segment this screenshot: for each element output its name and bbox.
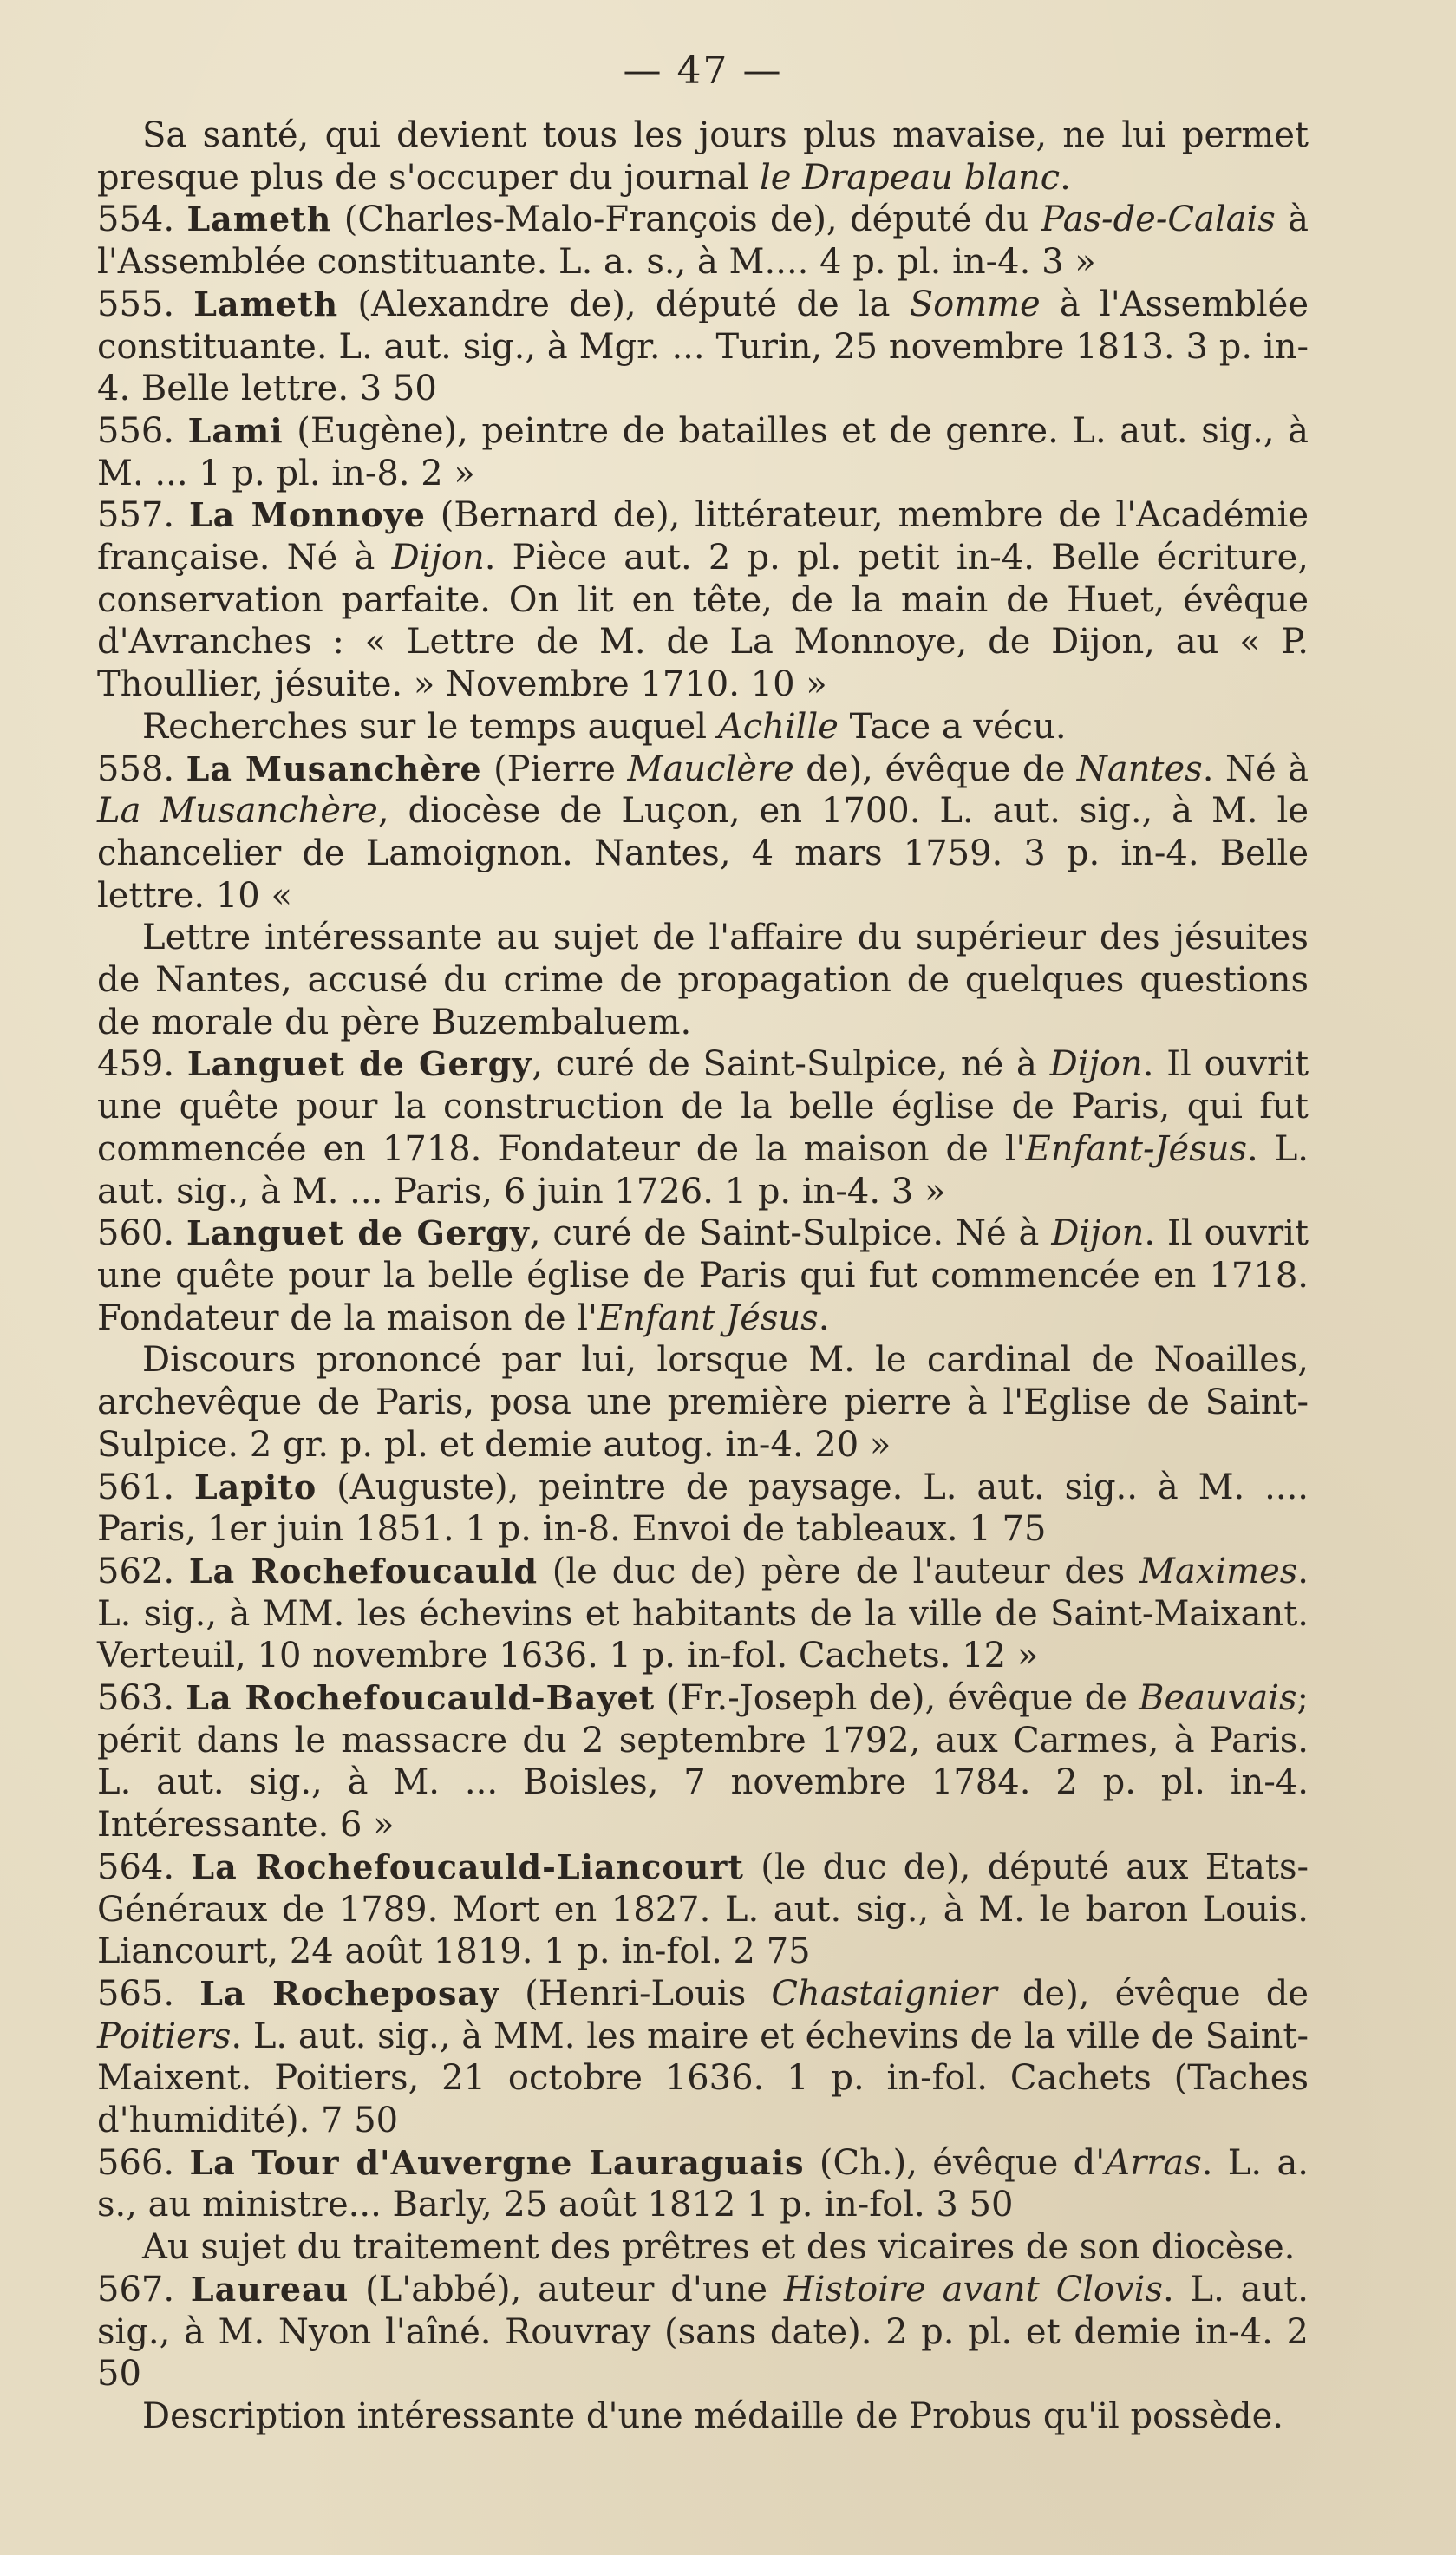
entry-name: La Rochefoucauld-Bayet [186, 1678, 656, 1718]
catalogue-entry [97, 1551, 1309, 1677]
entry-text: 560. [97, 1213, 186, 1254]
entry-text: 558. [97, 748, 186, 789]
catalogue-note [97, 1339, 1309, 1466]
entry-name: Lapito [193, 1467, 317, 1506]
entry-text: , curé de Saint-Sulpice. Né à [529, 1213, 1052, 1254]
entry-text: 564. [97, 1846, 192, 1887]
italic-text: Dijon [1049, 1044, 1143, 1085]
entry-text: . L. aut. sig., à M. ... Paris, 6 juin 1726. 1 p. in-4. 3 » [97, 1128, 1309, 1212]
catalogue-note [97, 917, 1309, 1043]
entry-text: (Bernard de), littérateur, membre de l'Académie française. Né à [97, 495, 1309, 578]
catalogue-entry [97, 410, 1309, 494]
entry-name: Laureau [190, 2269, 349, 2309]
catalogue-entry [97, 2269, 1309, 2395]
catalogue-entry [97, 1677, 1309, 1846]
italic-text: Maximes [1139, 1551, 1298, 1591]
entry-text: . Il ouvrit une quête pour la belle église de Paris qui fut commencée en 1718. Fondateur de la maison de l' [97, 1213, 1309, 1338]
catalogue-entry [97, 494, 1309, 706]
italic-text: Histoire avant Clovis [783, 2269, 1163, 2310]
catalogue-entry [97, 1973, 1309, 2142]
catalogue-entry [97, 1212, 1309, 1339]
entry-name: Lameth [186, 199, 332, 239]
entry-name: La Rochefoucauld-Liancourt [191, 1846, 744, 1886]
catalogue-entry [97, 1846, 1309, 1973]
entry-text: 556. [97, 410, 188, 451]
entry-text: . Né à [1202, 748, 1309, 789]
entry-text: à l'Assemblée constituante. L. aut. sig., à Mgr. ... Turin, 25 novembre 1813. 3 p. in-4. Belle lettre. 3 50 [97, 284, 1309, 409]
catalogue-entry [97, 1467, 1309, 1551]
catalogue-note [97, 2226, 1309, 2269]
page-number: — 47 — [623, 49, 783, 93]
catalogue-entry [97, 2142, 1309, 2226]
entry-text: (le duc de) père de l'auteur des [538, 1551, 1139, 1591]
entry-text: de), évêque de [996, 1973, 1309, 2014]
italic-text: Pas-de-Calais [1041, 199, 1276, 240]
entry-text: . L. aut. sig., à MM. les maire et échevins de la ville de Saint-Maixent. Poitiers, 21 octobre 1636. 1 p. in-fol. Cachets (Taches d'humidité). 7 50 [97, 2016, 1309, 2141]
entry-name: La Musanchère [186, 748, 482, 788]
italic-text: Enfant Jésus [597, 1297, 819, 1338]
italic-text: Enfant-Jésus [1025, 1128, 1248, 1169]
italic-text: Arras [1105, 2142, 1202, 2183]
entry-text: (Charles-Malo-François de), député du [331, 199, 1041, 240]
entry-text: (Henri-Louis [499, 1973, 772, 2014]
entry-text: . Il ouvrit une quête pour la construction de la belle église de Paris, qui fut commencée en 1718. Fondateur de la maison de l' [97, 1044, 1309, 1169]
italic-text: le Drapeau blanc [759, 157, 1061, 198]
entry-name: Lami [187, 410, 284, 450]
entry-text: 561. [97, 1467, 194, 1507]
entry-text: 554. [97, 199, 187, 240]
entry-text: (Pierre [481, 748, 628, 789]
entry-text: 562. [97, 1551, 189, 1591]
entry-text: . L. sig., à MM. les échevins et habitants de la ville de Saint-Maixant. Verteuil, 10 novembre 1636. 1 p. in-fol. Cachets. 12 » [97, 1551, 1309, 1676]
entry-text: . L. aut. sig., à M. Nyon l'aîné. Rouvray (sans date). 2 p. pl. et demie in-4. 2 50 [97, 2269, 1309, 2395]
entry-text: , curé de Saint-Sulpice, né à [532, 1044, 1050, 1085]
italic-text: Dijon [1051, 1213, 1145, 1254]
entry-text: (Eugène), peintre de batailles et de genre. L. aut. sig., à M. ... 1 p. pl. in-8. 2 » [97, 410, 1309, 493]
entry-text: à l'Assemblée constituante. L. a. s., à M.... 4 p. pl. in-4. 3 » [97, 199, 1309, 283]
catalogue-note [97, 2395, 1309, 2438]
entry-name: Lameth [193, 284, 339, 323]
entry-name: Languet de Gergy [186, 1044, 532, 1084]
entry-text: 557. [97, 495, 189, 536]
entry-text: Sa santé, qui devient tous les jours plus mavaise, ne lui permet presque plus de s'occuper du journal [97, 115, 1309, 198]
entry-text: (Auguste), peintre de paysage. L. aut. sig.. à M. .... Paris, 1er juin 1851. 1 p. in-8. Envoi de tableaux. 1 75 [97, 1467, 1309, 1550]
entry-text: (Alexandre de), député de la [338, 284, 910, 324]
entry-text: . [1060, 157, 1071, 198]
entry-text: , diocèse de Luçon, en 1700. L. aut. sig., à M. le chancelier de Lamoignon. Nantes, 4 mars 1759. 3 p. in-4. Belle lettre. 10 « [97, 791, 1309, 916]
entry-text: ; périt dans le massacre du 2 septembre 1792, aux Carmes, à Paris. L. aut. sig., à M. ... Boisles, 7 novembre 1784. 2 p. pl. in-4. Intéressante. 6 » [97, 1678, 1309, 1846]
entry-text: (Fr.-Joseph de), évêque de [655, 1678, 1139, 1719]
entry-text: (L'abbé), auteur d'une [349, 2269, 784, 2310]
entry-text: 566. [97, 2142, 190, 2183]
entry-text: (Ch.), évêque d' [804, 2142, 1106, 2183]
entry-text: . L. a. s., au ministre... Barly, 25 août 1812 1 p. in-fol. 3 50 [97, 2142, 1309, 2225]
entry-text: 555. [97, 284, 194, 324]
entry-text: (le duc de), député aux Etats-Généraux de 1789. Mort en 1827. L. aut. sig., à M. le baron Louis. Liancourt, 24 août 1819. 1 p. in-fol. 2 75 [97, 1846, 1309, 1972]
entry-text: 567. [97, 2269, 191, 2310]
italic-text: La Musanchère [97, 791, 378, 832]
entry-text: 565. [97, 1973, 200, 2014]
entry-text: Recherches sur le temps auquel [142, 706, 718, 747]
italic-text: Mauclère [627, 748, 794, 789]
italic-text: Achille [717, 706, 839, 747]
entry-name: La Monnoye [188, 495, 426, 535]
entry-text: 459. [97, 1044, 187, 1085]
entry-text: Discours prononcé par lui, lorsque M. le cardinal de Noailles, archevêque de Paris, posa une première pierre à l'Eglise de Saint-Sulpice. 2 gr. p. pl. et demie autog. in-4. 20 » [97, 1340, 1309, 1465]
catalogue-entry [97, 1043, 1309, 1212]
entry-text: Tace a vécu. [838, 706, 1067, 747]
italic-text: Chastaignier [771, 1973, 997, 2014]
entry-text: . Pièce aut. 2 p. pl. petit in-4. Belle écriture, conservation parfaite. On lit en tête, de la main de Huet, évêque d'Avranches : « Lettre de M. de La Monnoye, de Dijon, au « P. Thoullier, jésuite. » Novembre 1710. 10 » [97, 538, 1309, 705]
catalogue-entry [97, 199, 1309, 283]
catalogue-entry [97, 748, 1309, 918]
italic-text: Nantes [1076, 748, 1203, 789]
entry-text: Au sujet du traitement des prêtres et des vicaires de son diocèse. [142, 2227, 1296, 2268]
entry-text: 563. [97, 1678, 186, 1719]
catalogue-text-body [97, 114, 1309, 2438]
italic-text: Somme [909, 284, 1041, 324]
catalogue-entry [97, 284, 1309, 410]
entry-text: . [818, 1297, 830, 1338]
italic-text: Dijon [391, 538, 485, 578]
italic-text: Poitiers [97, 2016, 232, 2056]
entry-name: Languet de Gergy [186, 1213, 530, 1253]
entry-text: Description intéressante d'une médaille de Probus qu'il possède. [142, 2395, 1283, 2436]
entry-name: La Tour d'Auvergne Lauraguais [189, 2142, 805, 2182]
catalogue-note [97, 114, 1309, 199]
entry-name: La Rocheposay [199, 1973, 500, 2013]
entry-name: La Rochefoucauld [188, 1551, 539, 1591]
catalogue-note [97, 706, 1309, 748]
italic-text: Beauvais [1139, 1678, 1297, 1719]
entry-text: de), évêque de [793, 748, 1077, 789]
entry-text: Lettre intéressante au sujet de l'affaire du supérieur des jésuites de Nantes, accusé du crime de propagation de quelques questions de morale du père Buzembaluem. [97, 918, 1309, 1042]
